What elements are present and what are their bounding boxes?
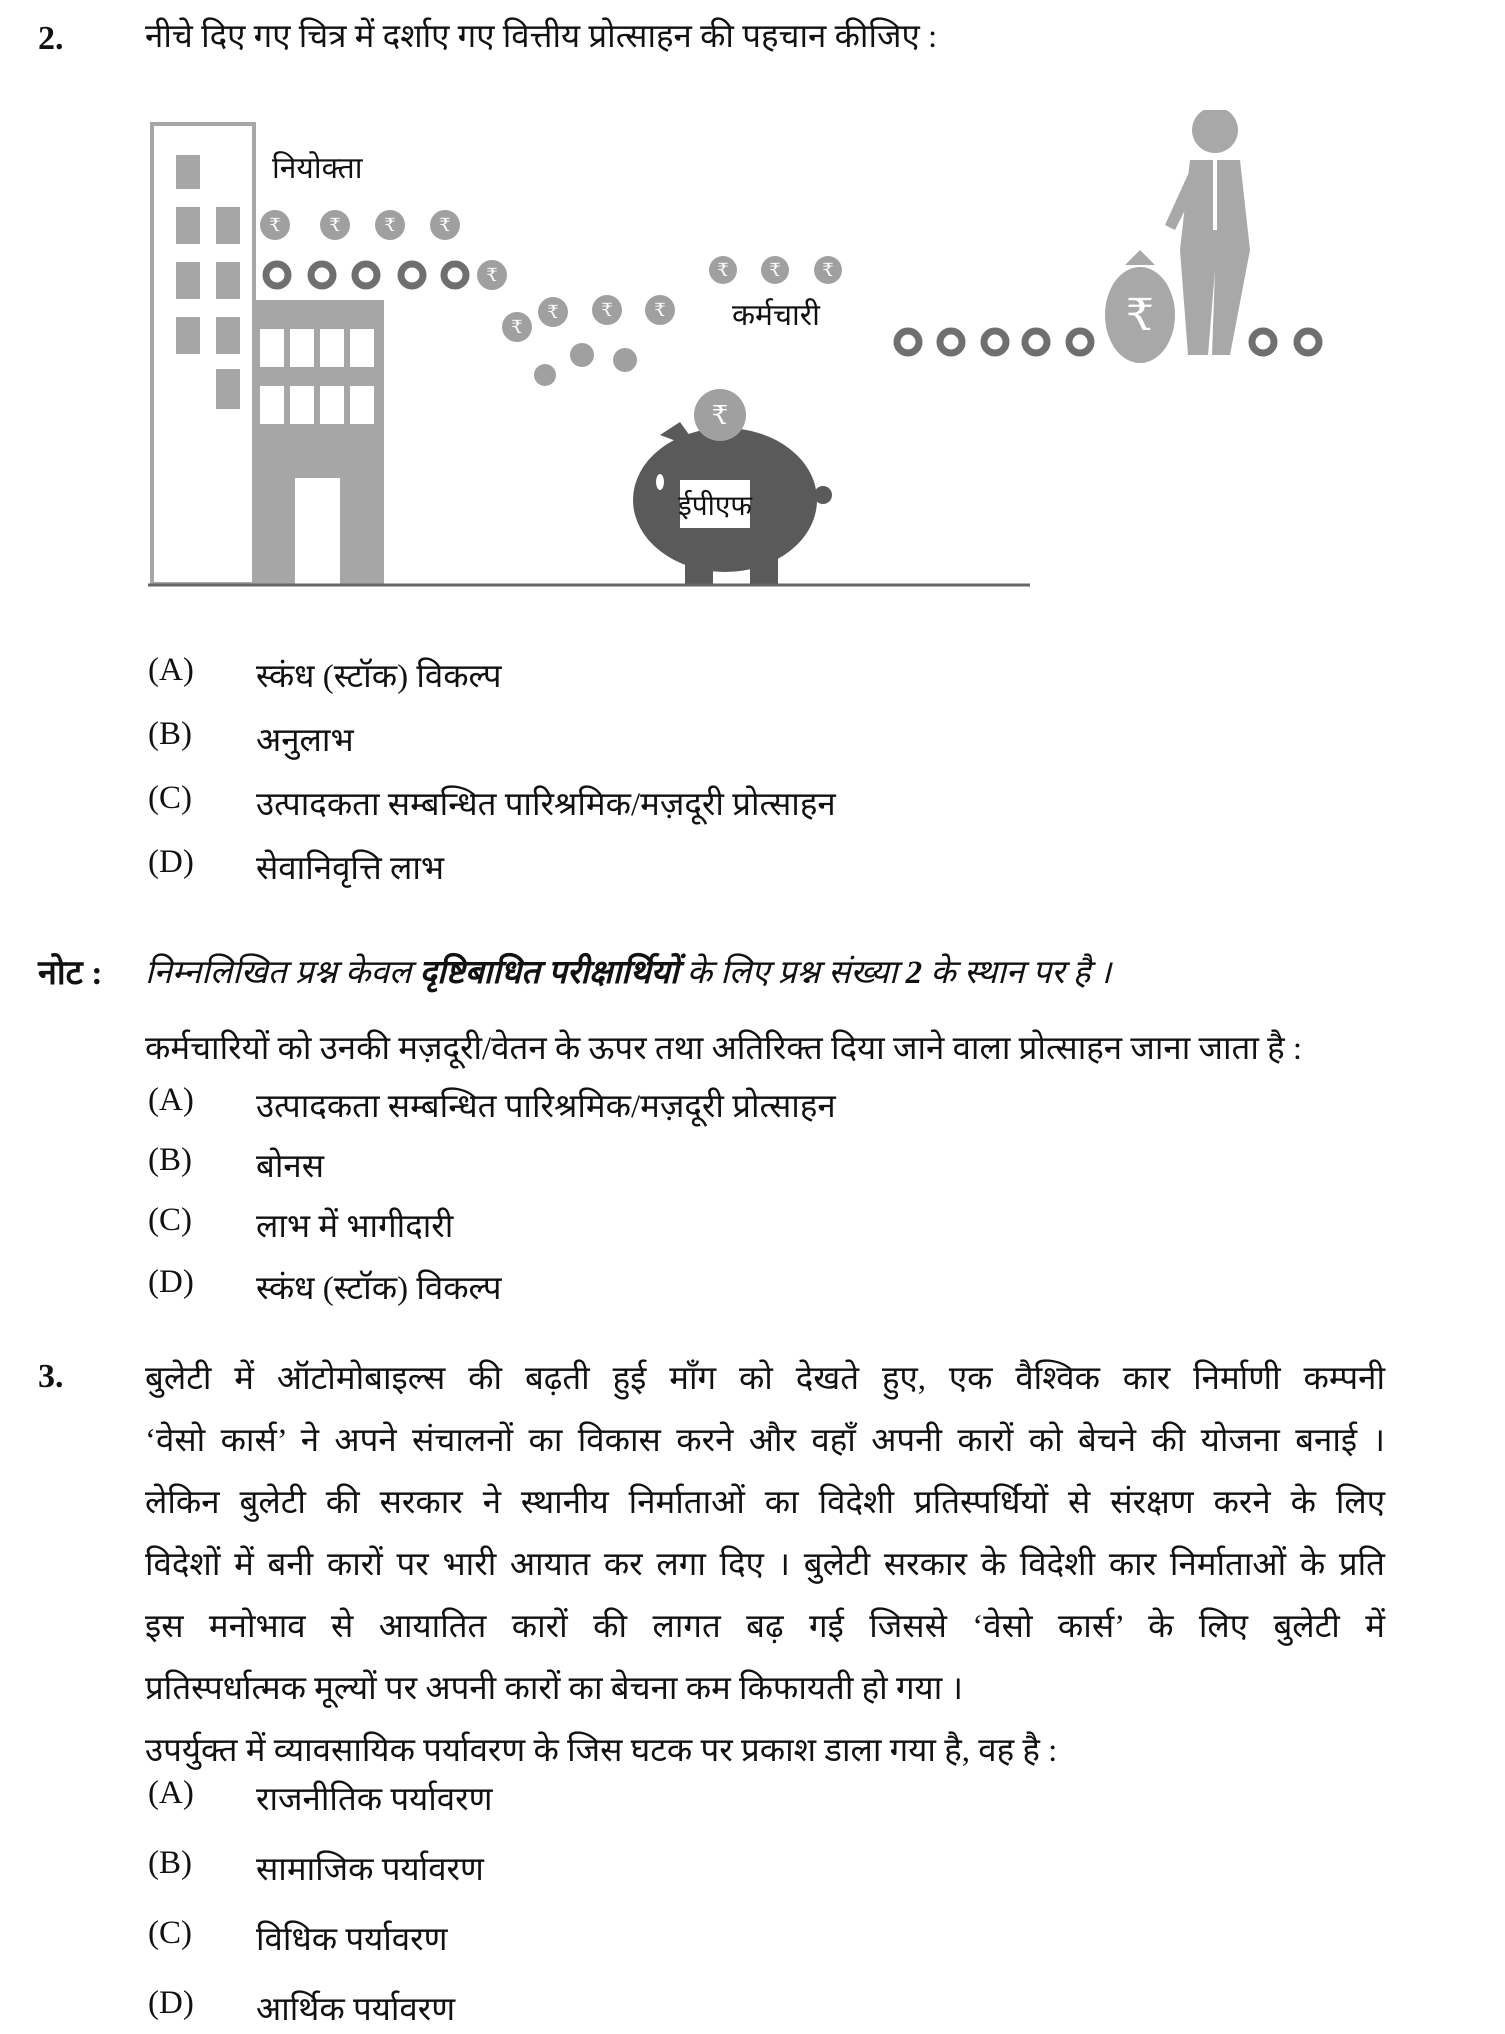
option-text: सेवानिवृत्ति लाभ (256, 851, 445, 887)
option-label: (A) (148, 652, 194, 688)
incentive-illustration (140, 110, 1350, 600)
paragraph-line: विदेशों में बनी कारों पर भारी आयात कर लगा दिए । बुलेटी सरकार के विदेशी कार निर्माताओं के प्रति (145, 1547, 1385, 1583)
alt-option-b[interactable] (148, 1142, 324, 1187)
q2-option-c[interactable] (148, 780, 836, 825)
svg-text:₹: ₹ (329, 215, 341, 235)
svg-text:₹: ₹ (269, 215, 281, 235)
option-label: (B) (148, 1845, 192, 1881)
option-label: (D) (148, 1264, 194, 1300)
svg-text:₹: ₹ (439, 215, 451, 235)
alt-option-a[interactable] (148, 1082, 836, 1127)
option-text: उत्पादकता सम्बन्धित पारिश्रमिक/मज़दूरी प्रोत्साहन (256, 787, 836, 823)
option-label: (B) (148, 716, 192, 752)
option-text: बोनस (256, 1149, 325, 1185)
option-label: (A) (148, 1775, 194, 1811)
svg-text:₹: ₹ (717, 260, 729, 280)
question-2-text: नीचे दिए गए चित्र में दर्शाए गए वित्तीय प्रोत्साहन की पहचान कीजिए : (145, 19, 938, 55)
option-text: सामाजिक पर्यावरण (256, 1852, 484, 1888)
q2-option-a[interactable] (148, 652, 501, 697)
svg-text:₹: ₹ (711, 401, 729, 430)
option-text: स्कंध (स्टॉक) विकल्प (256, 1271, 502, 1307)
q3-option-a[interactable] (148, 1775, 492, 1820)
option-text: उत्पादकता सम्बन्धित पारिश्रमिक/मज़दूरी प्रोत्साहन (256, 1089, 836, 1125)
paragraph-line: ‘वेसो कार्स’ ने अपने संचालनों का विकास करने और वहाँ अपनी कारों को बेचने की योजना बनाई । (145, 1423, 1385, 1459)
option-text: स्कंध (स्टॉक) विकल्प (256, 659, 502, 695)
svg-text:₹: ₹ (769, 260, 781, 280)
question-3-number: 3. (38, 1358, 64, 1395)
employer-label: नियोक्ता (272, 152, 363, 185)
question-3-paragraph (145, 1348, 1385, 1782)
option-label: (A) (148, 1082, 194, 1118)
option-text: आर्थिक पर्यावरण (256, 1992, 456, 2028)
option-label: (D) (148, 844, 194, 880)
option-label: (D) (148, 1985, 194, 2021)
question-3-prompt: उपर्युक्त में व्यावसायिक पर्यावरण के जिस घटक पर प्रकाश डाला गया है, वह है : (145, 1733, 1058, 1769)
option-label: (B) (148, 1142, 192, 1178)
svg-text:₹: ₹ (1126, 291, 1154, 340)
q2-option-d[interactable] (148, 844, 444, 889)
money-bag-icon (1105, 250, 1175, 363)
employee-person-icon (1165, 110, 1250, 355)
option-label: (C) (148, 1202, 192, 1238)
employee-label: कर्मचारी (732, 299, 820, 332)
paragraph-line: बुलेटी में ऑटोमोबाइल्स की बढ़ती हुई माँग को देखते हुए, एक वैश्विक कार निर्माणी कम्पनी (145, 1361, 1385, 1397)
piggy-bank-icon (633, 389, 832, 584)
alt-option-d[interactable] (148, 1264, 501, 1309)
alt-option-c[interactable] (148, 1202, 453, 1247)
svg-text:₹: ₹ (822, 260, 834, 280)
q2-option-b[interactable] (148, 716, 354, 761)
svg-text:₹: ₹ (601, 300, 613, 320)
paragraph-line: लेकिन बुलेटी की सरकार ने स्थानीय निर्माताओं का विदेशी प्रतिस्पर्धियों से संरक्षण करने के लिए (145, 1485, 1385, 1521)
option-text: लाभ में भागीदारी (256, 1209, 454, 1245)
short-building-icon (254, 300, 384, 584)
paragraph-line: इस मनोभाव से आयातित कारों की लागत बढ़ गई जिससे ‘वेसो कार्स’ के लिए बुलेटी में (145, 1609, 1385, 1645)
tall-building-icon (152, 124, 254, 584)
option-text: अनुलाभ (256, 723, 354, 759)
note-text: निम्नलिखित प्रश्न केवल दृष्टिबाधित परीक्षार्थियों के लिए प्रश्न संख्या 2 के स्थान पर है । (145, 955, 1112, 991)
option-text: विधिक पर्यावरण (256, 1922, 448, 1958)
option-label: (C) (148, 780, 192, 816)
svg-text:₹: ₹ (654, 300, 666, 320)
svg-text:₹: ₹ (384, 215, 396, 235)
question-2-number: 2. (38, 20, 64, 57)
note-label: नोट : (38, 955, 103, 992)
svg-text:₹: ₹ (486, 265, 498, 285)
svg-text:₹: ₹ (547, 302, 559, 322)
q3-option-c[interactable] (148, 1915, 447, 1960)
paragraph-line: प्रतिस्पर्धात्मक मूल्यों पर अपनी कारों का बेचना कम किफायती हो गया । (145, 1671, 964, 1707)
svg-text:₹: ₹ (511, 317, 523, 337)
option-label: (C) (148, 1915, 192, 1951)
option-text: राजनीतिक पर्यावरण (256, 1782, 493, 1818)
alt-question-text: कर्मचारियों को उनकी मज़दूरी/वेतन के ऊपर तथा अतिरिक्त दिया जाने वाला प्रोत्साहन जाना जाता है : (145, 1031, 1303, 1067)
q3-option-d[interactable] (148, 1985, 455, 2030)
epf-label: ईपीएफ (678, 491, 752, 522)
q3-option-b[interactable] (148, 1845, 484, 1890)
